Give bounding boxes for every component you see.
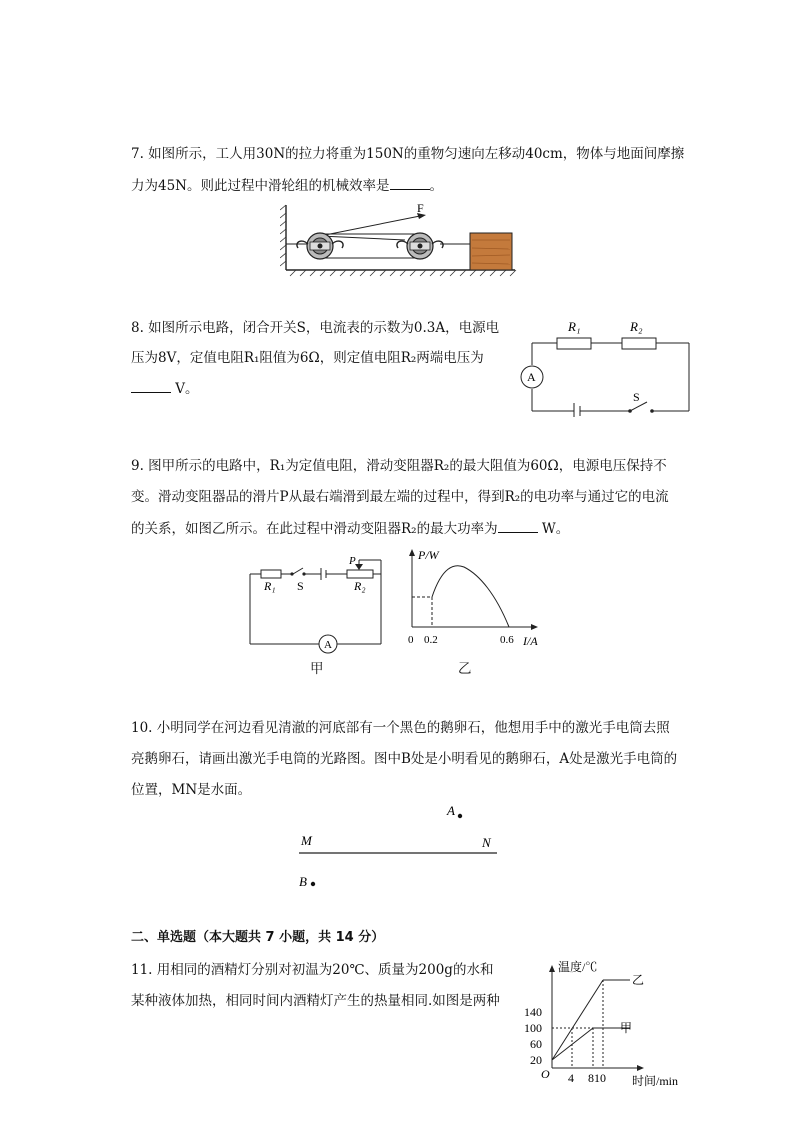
q11-series-yi: 乙	[632, 973, 645, 987]
q10-line1: 10. 小明同学在河边看见清澈的河底部有一个黑色的鹅卵石，他想用手中的激光手电筒去照	[131, 720, 670, 736]
section2-title: 二、单选题（本大题共 7 小题，共 14 分）	[131, 930, 385, 945]
q11-y100: 100	[524, 1021, 542, 1035]
q11-graph-xlabel: 时间/min	[632, 1074, 679, 1088]
q10-water-figure	[295, 800, 505, 895]
flashlight-point	[458, 814, 462, 818]
weight-box-icon	[470, 233, 512, 270]
q9-r2-label: R₂	[354, 579, 366, 593]
q11-y60: 60	[530, 1037, 542, 1051]
q9-line2: 变。滑动变阻器品的滑片P从最右端滑到最左端的过程中，得到R₂的电功率与通过它的电流	[131, 489, 669, 505]
q8-line3	[131, 378, 199, 399]
q9-graph-xlabel: I/A	[523, 634, 538, 648]
q8-r1-label: R₁	[568, 319, 581, 334]
q7-pulley-figure	[280, 200, 520, 280]
q8-answer-blank[interactable]	[131, 378, 171, 393]
q9-graph-origin: 0	[408, 634, 414, 646]
q8-line2: 压为8V，定值电阻R₁阻值为6Ω，则定值电阻R₂两端电压为	[131, 350, 484, 366]
q11-y20: 20	[530, 1053, 542, 1067]
q7-line2	[131, 175, 443, 196]
q9-power-graph	[402, 547, 552, 651]
q10-line2: 亮鹅卵石，请画出激光手电筒的光路图。图中B处是小明看见的鹅卵石，A处是激光手电筒的	[131, 751, 678, 767]
q10-label-m: M	[301, 833, 312, 848]
q9-r1-label: R₁	[264, 579, 276, 593]
q9-ammeter-label: A	[324, 639, 332, 651]
q11-line2: 某种液体加热，相同时间内酒精灯产生的热量相同.如图是两种	[131, 993, 500, 1009]
q10-label-a: A	[447, 803, 455, 818]
q9-line1: 9. 图甲所示的电路中，R₁为定值电阻，滑动变阻器R₂的最大阻值为60Ω，电源电压保持不	[131, 458, 667, 474]
q9-caption-jia: 甲	[310, 661, 324, 677]
q11-x810: 810	[588, 1071, 606, 1085]
q9-caption-yi: 乙	[458, 661, 472, 677]
q11-x4: 4	[568, 1071, 574, 1085]
movable-pulley-icon	[397, 233, 443, 259]
q9-line3	[131, 518, 569, 539]
q9-switch-label: S	[297, 579, 304, 593]
q7-line1: 7. 如图所示，工人用30N的拉力将重为150N的重物匀速向左移动40cm，物体与地面间摩擦	[131, 146, 685, 162]
q7-line2-end: 。	[429, 178, 443, 194]
q9-line3-text: 的关系，如图乙所示。在此过程中滑动变阻器R₂的最大功率为	[131, 521, 498, 537]
q8-line1: 8. 如图所示电路，闭合开关S，电流表的示数为0.3A，电源电	[131, 320, 500, 336]
q7-answer-blank[interactable]	[390, 175, 430, 190]
q11-graph-ylabel: 温度/℃	[558, 960, 598, 974]
q11-origin: O	[541, 1067, 550, 1081]
q11-series-jia: 甲	[620, 1021, 633, 1035]
q8-switch-label: S	[633, 390, 640, 404]
q11-temperature-graph	[520, 955, 695, 1090]
q10-label-n: N	[482, 835, 491, 850]
q9-answer-blank[interactable]	[498, 518, 538, 533]
q8-unit: V。	[175, 381, 199, 397]
q9-graph-tick1: 0.2	[424, 634, 438, 646]
q8-ammeter-label: A	[527, 370, 536, 384]
q9-unit: W。	[541, 521, 570, 537]
q8-r2-label: R₂	[630, 319, 643, 334]
q7-force-label: F	[417, 201, 424, 215]
q11-y140: 140	[524, 1005, 542, 1019]
q7-line2-text: 力为45N。则此过程中滑轮组的机械效率是	[131, 178, 390, 194]
q11-line1: 11. 用相同的酒精灯分别对初温为20℃、质量为200g的水和	[131, 962, 494, 978]
q9-circuit-figure	[245, 552, 390, 657]
pebble-point	[311, 882, 315, 886]
q9-slider-label: P	[349, 555, 356, 567]
q9-graph-ylabel: P/W	[418, 548, 439, 562]
q8-circuit-figure	[512, 315, 697, 417]
q9-graph-tick2: 0.6	[500, 634, 514, 646]
q10-line3: 位置，MN是水面。	[131, 782, 252, 798]
q10-label-b: B	[299, 874, 307, 889]
